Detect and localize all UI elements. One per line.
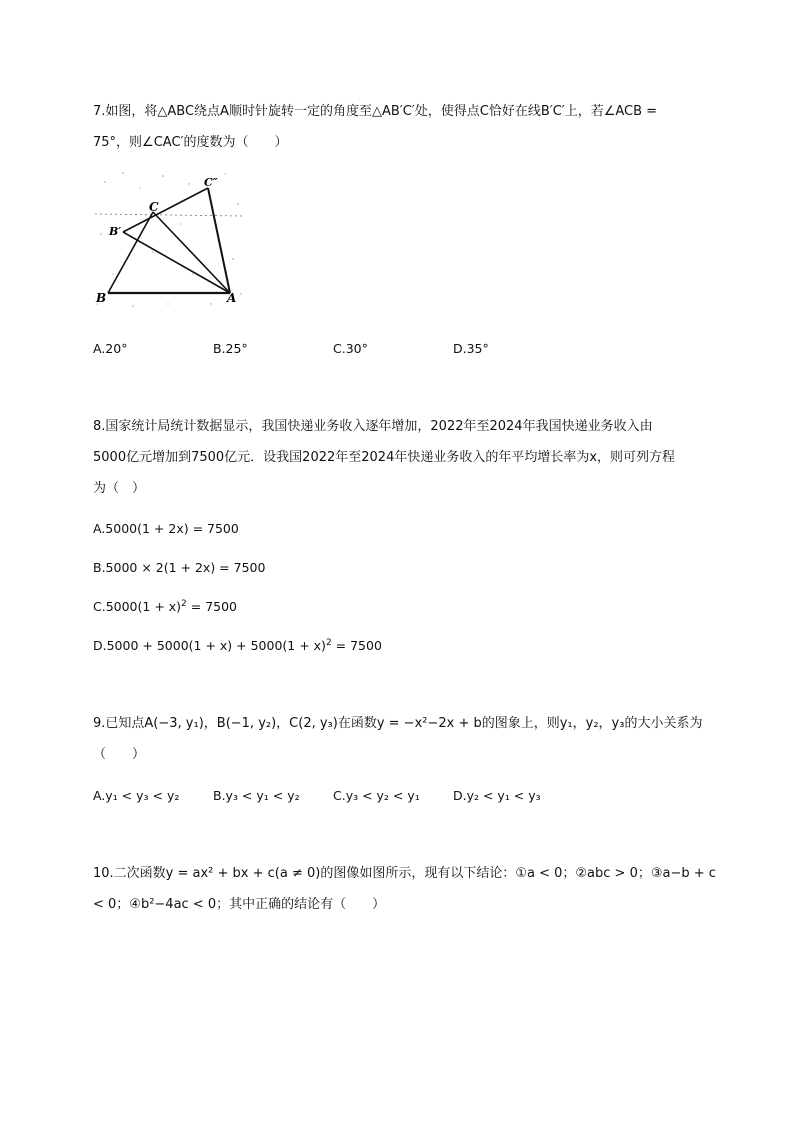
q8-option-d[interactable]: $D.5000 + 5000(1 + x) + 5000(1 + x)^2 = 7500$ bbox=[93, 637, 382, 653]
q8-option-c[interactable]: $C.5000(1 + x)^2 = 7500$ bbox=[93, 598, 238, 614]
q7-option-c[interactable]: C.30° bbox=[333, 341, 368, 356]
segment-CA bbox=[153, 212, 230, 293]
label-B: B bbox=[96, 291, 107, 305]
q7-option-b[interactable]: B.25° bbox=[213, 341, 248, 356]
dashed-guide-line bbox=[95, 214, 243, 216]
label-A: A bbox=[227, 291, 237, 305]
q9-stem-line2: （ ） bbox=[93, 747, 146, 762]
q7-option-d[interactable]: D.35° bbox=[453, 341, 489, 356]
q8-option-b[interactable]: B.5000 × 2(1 + 2x) = 7500 bbox=[93, 560, 266, 575]
q9-stem-line1: 9.已知点A(−3, y₁)，B(−1, y₂)，C(2, y₃)在函数y = −x²−2x + b的图象上，则y₁，y₂，y₃的大小关系为 bbox=[93, 716, 703, 731]
q10-stem-line1: 10.二次函数y = ax² + bx + c(a ≠ 0)的图像如图所示，现有以下结论：①a < 0；②abc > 0；③a−b + c bbox=[93, 866, 716, 881]
q8-option-a[interactable]: A.5000(1 + 2x) = 7500 bbox=[93, 521, 239, 536]
q7-option-a[interactable]: A.20° bbox=[93, 341, 128, 356]
q9-option-b[interactable]: B.y₃ < y₁ < y₂ bbox=[213, 788, 300, 803]
q9-option-d[interactable]: D.y₂ < y₁ < y₃ bbox=[453, 788, 541, 803]
q7-triangle-figure bbox=[93, 164, 245, 312]
q9-option-a[interactable]: A.y₁ < y₃ < y₂ bbox=[93, 788, 180, 803]
segment-CpA bbox=[208, 188, 230, 293]
q8-stem-line1: 8.国家统计局统计数据显示，我国快递业务收入逐年增加，2022年至2024年我国快递业务收入由 bbox=[93, 419, 653, 434]
label-B-prime: B′ bbox=[109, 225, 122, 238]
q8-stem-line3: 为（ ） bbox=[93, 481, 146, 496]
q9-option-c[interactable]: C.y₃ < y₂ < y₁ bbox=[333, 788, 420, 803]
label-C-prime: C″ bbox=[204, 176, 218, 189]
q8-stem-line2: 5000亿元增加到7500亿元．设我国2022年至2024年快递业务收入的年平均增长率为x，则可列方程 bbox=[93, 450, 676, 465]
label-C: C bbox=[149, 200, 159, 214]
q7-stem-line1: 7.如图，将△ABC绕点A顺时针旋转一定的角度至△AB′C′处，使得点C恰好在线B′C′上，若∠ACB = bbox=[93, 104, 658, 119]
q7-stem-line2: 75°，则∠CAC′的度数为（ ） bbox=[93, 135, 288, 150]
segment-BpA bbox=[123, 232, 230, 293]
q10-stem-line2: < 0；④b²−4ac < 0；其中正确的结论有（ ） bbox=[93, 897, 386, 912]
